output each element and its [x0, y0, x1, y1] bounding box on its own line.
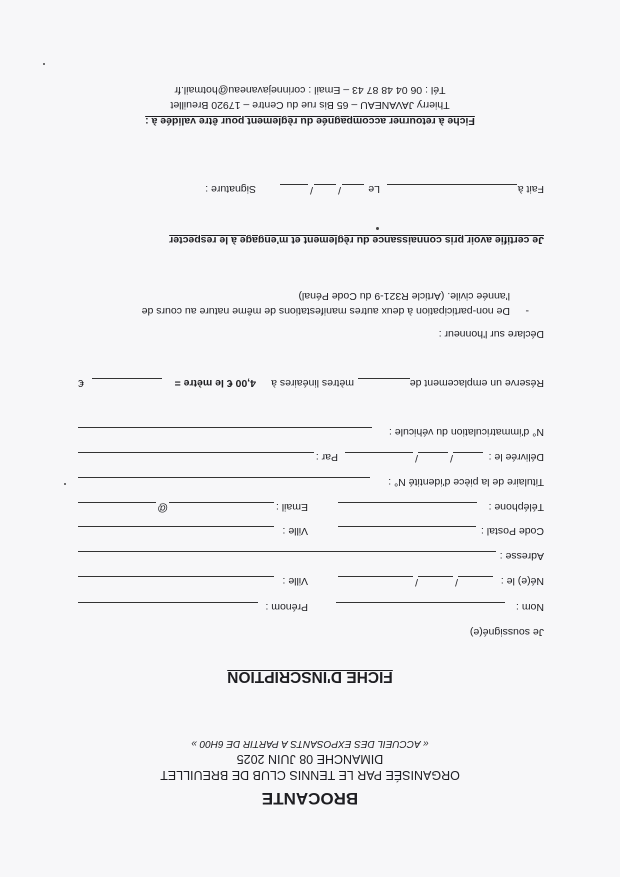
sign-month-field[interactable]	[314, 184, 336, 185]
ville2-label: Ville :	[282, 525, 308, 537]
ville2-field[interactable]	[78, 526, 274, 527]
issue-slash: /	[415, 452, 418, 464]
nom-label: Nom :	[515, 601, 544, 613]
prenom-field[interactable]	[78, 602, 258, 603]
certification-statement: Je certifie avoir pris connaissance du règlement et m'engage à le respecter	[169, 234, 544, 246]
immat-label: N° d'immatriculation du véhicule :	[388, 426, 544, 438]
prenom-label: Prénom :	[265, 601, 308, 613]
place-field[interactable]	[387, 184, 517, 185]
id-number-field[interactable]	[78, 477, 370, 478]
email-domain-field[interactable]	[78, 502, 156, 503]
par-label: Par :	[315, 451, 338, 463]
reserve-text-b: mètres linéaires à	[271, 377, 354, 389]
sign-year-field[interactable]	[280, 184, 308, 185]
non-participation-line2: l'année civile. (Article R321-9 du Code Pénal)	[298, 290, 510, 302]
birth-month-field[interactable]	[418, 576, 453, 577]
plate-field[interactable]	[78, 427, 372, 428]
at-sign: @	[157, 502, 168, 514]
issue-year-field[interactable]	[345, 452, 413, 453]
price-per-meter: 4,00 € le mètre =	[174, 377, 256, 389]
return-heading: Fiche à retourner accompagnée du règlement pour être validée à :	[145, 115, 475, 127]
nom-field[interactable]	[336, 602, 505, 603]
sign-day-field[interactable]	[342, 184, 364, 185]
non-participation-line1: De non-participation à deux autres manifestations de même nature au cours de	[141, 305, 510, 317]
birth-slash: /	[455, 576, 458, 588]
delivree-label: Délivrée le :	[488, 451, 544, 463]
telephone-label: Téléphone :	[488, 501, 544, 513]
adresse-field[interactable]	[78, 551, 496, 552]
ne-le-label: Né(e) le :	[500, 575, 544, 587]
issue-day-field[interactable]	[453, 452, 483, 453]
sign-slash: /	[310, 184, 313, 196]
declare-label: Déclare sur l'honneur :	[438, 328, 544, 340]
sign-slash: /	[338, 184, 341, 196]
form-title: FICHE D'INSCRIPTION	[227, 668, 393, 685]
titulaire-label: Titulaire de la pièce d'identité N° :	[388, 476, 544, 488]
telephone-field[interactable]	[338, 502, 477, 503]
issue-slash: /	[450, 452, 453, 464]
birth-year-field[interactable]	[338, 576, 413, 577]
ville-label: Ville :	[282, 575, 308, 587]
meters-field[interactable]	[358, 378, 410, 379]
contact-address: Thierry JAVANEAU – 65 Bis rue du Centre – 17920 Breuillet	[170, 99, 450, 111]
code-postal-label: Code Postal :	[480, 525, 544, 537]
reserve-text-a: Réserve un emplacement de	[409, 377, 544, 389]
adresse-label: Adresse :	[499, 550, 544, 562]
exhibitor-welcome: « ACCUEIL DES EXPOSANTS A PARTIR DE 6H00 »	[191, 738, 429, 749]
contact-phone-email: Tél : 06 04 48 87 43 – Email : corinnejavaneau@hotmail.fr	[174, 84, 446, 96]
code-postal-field[interactable]	[338, 526, 476, 527]
scan-speck	[64, 483, 66, 485]
birth-slash: /	[415, 576, 418, 588]
fait-a-label: Fait à	[517, 183, 544, 195]
organizer-line: ORGANISÉE PAR LE TENNIS CLUB DE BREUILLET	[160, 768, 460, 782]
scan-speck	[43, 63, 45, 65]
ville-field[interactable]	[78, 576, 274, 577]
birth-day-field[interactable]	[458, 576, 493, 577]
issuer-field[interactable]	[78, 452, 314, 453]
intro-text: Je soussigné(e)	[469, 626, 544, 638]
email-label: Email :	[275, 501, 308, 513]
event-title: BROCANTE	[261, 789, 359, 808]
le-label: Le	[368, 183, 380, 195]
issue-month-field[interactable]	[418, 452, 448, 453]
ink-speck	[376, 227, 379, 230]
signature-label: Signature :	[205, 183, 256, 195]
event-date: DIMANCHE 08 JUIN 2025	[236, 752, 384, 766]
email-user-field[interactable]	[169, 502, 274, 503]
total-field[interactable]	[92, 378, 162, 379]
bullet-dash: -	[525, 305, 529, 317]
euro-sign: €	[78, 377, 84, 389]
